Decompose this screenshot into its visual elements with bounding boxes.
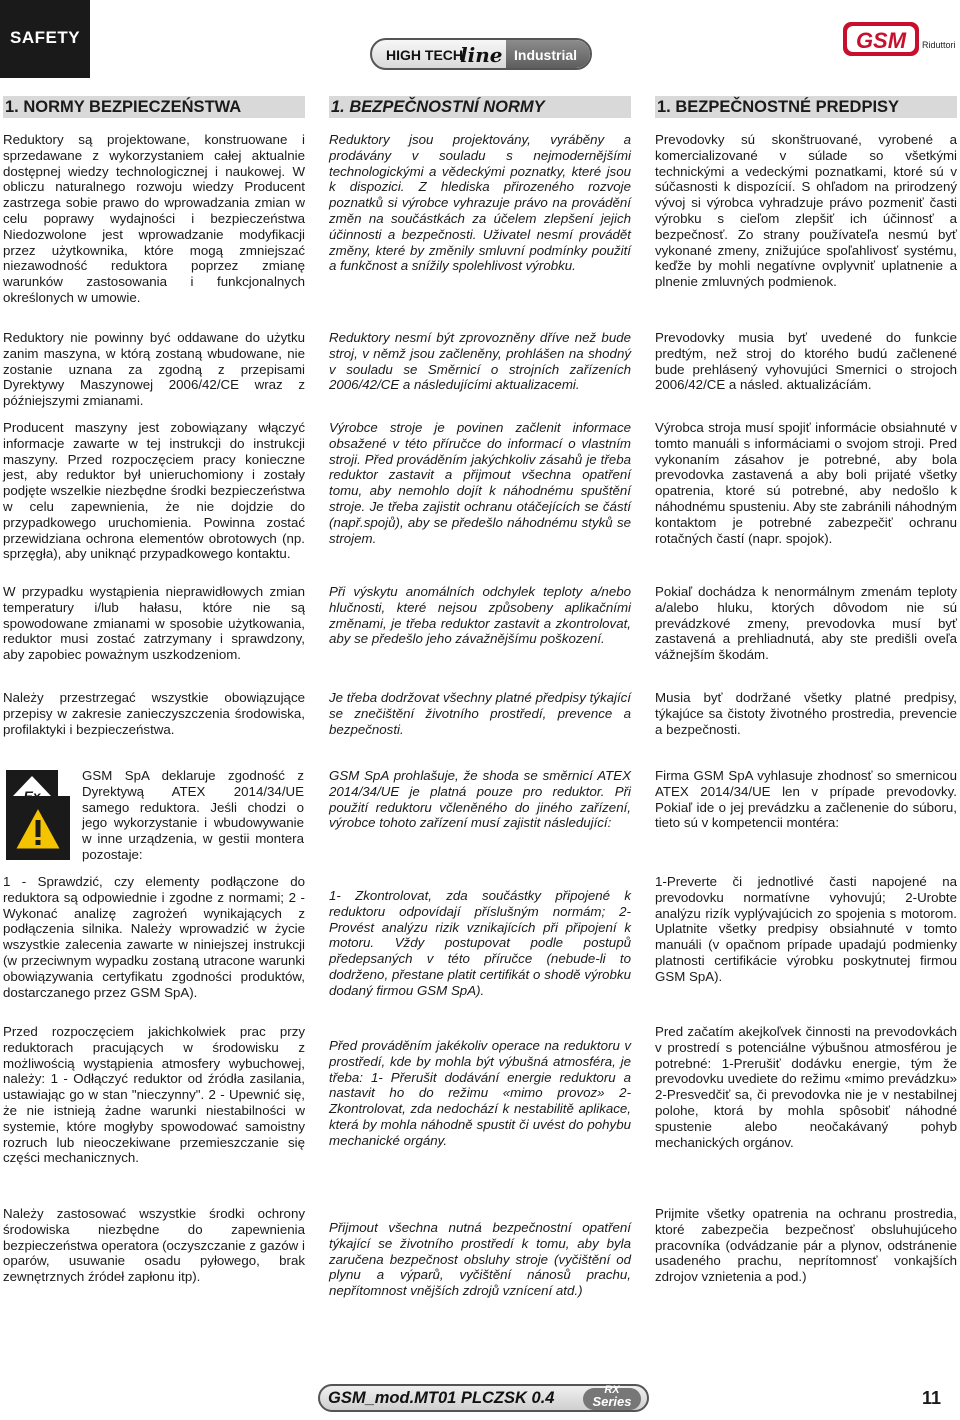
section-tab-label: SAFETY <box>10 28 81 47</box>
column-slovak <box>655 96 957 1285</box>
paragraph: GSM SpA deklaruje zgodność z Dyrektywą ATEX 2014/34/UE samego reduktora. Jeśli chodzi o jego wykorzystanie i wbudowywanie w inne urządzenia, w gestii montera pozostaje: <box>82 768 304 862</box>
paragraph: 1-Preverte či jednotlivé časti napojené na prevodovku normatívne vyhovujú; 2-Urobte analýzu rizík vyplývajúcich zo spojenia s motorom. Uplatnite všetky predpisy obsiahnuté v tomto manuáli (v opačnom prípade upadajú podmienky platnosti certifikácie výrobku poskytnutej firmou GSM SpA). <box>655 874 957 984</box>
paragraph: Pred začatím akejkoľvek činnosti na prevodovkách v prostredí s potenciálne výbušnou atmosférou je potrebné: 1-Prerušiť dodávku energie, tým že prevodovku uvediete do režimu «mimo prevádzku» 2-Presvedčiť sa, či prevodovka nie je v nestabilnej polohe, ktorá by mohla spôsobiť náhodné spustenie alebo neočakávaný pohyb mechanických orgánov. <box>655 1024 957 1150</box>
paragraph: Prijmite všetky opatrenia na ochranu prostredia, ktoré zabezpečia bezpečnosť obsluhujúceho pracovníka (odvádzanie pár a plynov, odstránenie usadeného prachu, neprítomnosť vonkajších zdrojov vznietenia a pod.) <box>655 1206 957 1285</box>
paragraph: Je třeba dodržovat všechny platné předpisy týkající se znečištění životního prostředí, prevence a bezpečnosti. <box>329 690 631 737</box>
paragraph: Producent maszyny jest zobowiązany włączyć informacje zawarte w tej instrukcji do instrukcji maszyny. Przed rozpoczęciem pracy konieczne jest, aby reduktor był unieruchomiony i zostały podjęte wszelkie niezbędne środki bezpieczeństwa w celu zapewnienia, że nie dojdzie do przypadkowego uruchomienia. Powinna zostać przewidziana ochrona elementów obrotowych (np. sprzęgła), aby uniknąć przypadkowego kontaktu. <box>3 420 305 562</box>
paragraph: Pokiaľ dochádza k nenormálnym zmenám teploty a/alebo hluku, ktorých dôvodom nie sú prevádzkové zmeny, prevodovka musí byť zastavená a prehliadnutá, aby ste predišli oveľa vážnejším škodám. <box>655 584 957 663</box>
paragraph: Reduktory nesmí být zprovozněny dříve než bude stroj, v němž jsou začleněny, prohlášen na shodný v souladu se Směrnicí o strojních zařízeních 2006/42/CE a následujícími aktualizacemi. <box>329 330 631 393</box>
column-heading: 1. BEZPEČNOSTNÍ NORMY <box>329 96 631 118</box>
column-polish <box>3 96 305 1285</box>
document-code-bar <box>318 1384 649 1412</box>
column-heading: 1. BEZPEČNOSTNÉ PREDPISY <box>655 96 957 118</box>
paragraph: Należy zastosować wszystkie środki ochrony środowiska niezbędne do zapewnienia bezpieczeństwa operatora (oczyszczanie z gazów i oparów, usuwanie osadu pyłowego, brak zewnętrznych źródeł zapłonu itp). <box>3 1206 305 1285</box>
brand-badge-script: line <box>460 43 503 67</box>
section-tab <box>0 0 90 78</box>
rx-series-badge <box>583 1384 641 1410</box>
warning-triangle-icon <box>6 796 70 860</box>
column-heading: 1. NORMY BEZPIECZEŃSTWA <box>3 96 305 118</box>
svg-text:GSM: GSM <box>855 28 907 53</box>
paragraph: Należy przestrzegać wszystkie obowiązujące przepisy w zakresie zanieczyszczenia środowiska, profilaktyki i bezpieczeństwa. <box>3 690 305 737</box>
paragraph: 1 - Sprawdzić, czy elementy podłączone do reduktora są odpowiednie i zgodne z normami; 2 - Wykonać analizę zagrożeń wynikających z podłączenia silnika. Należy wprowadzić w życie wszystkie zalecenia zawarte w niniejszej instrukcji (w przeciwnym wypadku zostaną utracone warunki obowiązywania certyfikatu zgodności produktów, dostarczanego przez GSM SpA). <box>3 874 305 1000</box>
paragraph: 1- Zkontrolovat, zda součástky připojené k reduktoru odpovídají příslušným normám; 2- Provést analýzu rizik vznikajících při připojení k motoru. Vždy postupovat podle postupů předepsaných v této příručce (nebude-li to dodrženo, přestane platit certifikát o shodě výrobku dodaný firmou GSM SpA). <box>329 888 631 998</box>
paragraph: Firma GSM SpA vyhlasuje zhodnosť so smernicou ATEX 2014/34/UE len v prípade prevodovky. Pokiaľ ide o jej prevádzku a začlenenie do súboru, tieto sú v kompetencii montéra: <box>655 768 957 831</box>
paragraph: Výrobca stroja musí spojiť informácie obsiahnuté v tomto manuáli s informáciami o svojom stroji. Pred vykonaním zásahov je potrebné, aby bola prevodovka zastavená a aby boli prijaté všetky opatrenia, ktoré sú potrebné, aby nedošlo k náhodnému spusteniu. Aby ste zabránili náhodným kontaktom je potrebné zabezpečiť ochranu rotačných častí (napr. spojok). <box>655 420 957 546</box>
paragraph: Před prováděním jakékoliv operace na reduktoru v prostředí, kde by mohla být výbušná atmosféra, je třeba: 1- Přerušit dodávání energie reduktoru a nastavit ho do režimu «mimo provoz» 2- Zkontrolovat, zda nedochází k nestabilitě aplikace, která by mohla náhodně spustit či uvést do pohybu mechanické orgány. <box>329 1038 631 1148</box>
brand-badge-left: HIGH TECH <box>386 47 463 63</box>
paragraph: Reduktory są projektowane, konstruowane i sprzedawane z wykorzystaniem całej aktualnie dostępnej wiedzy technologicznej i naukowej. W obliczu naturalnego rozwoju wiedzy Producent zastrzega sobie prawo do wprowadzania zmian w celu poprawy wydajności i bezpieczeństwa Niedozwolone jest wprowadzanie modyfikacji przez użytkownika, które mogą zmniejszać niezawodność reduktora poprzez zmianę warunków zastosowania i funkcjonalnych określonych w umowie. <box>3 132 305 305</box>
badge-top: RX <box>604 1384 620 1396</box>
brand-badge-right: Industrial <box>514 47 578 63</box>
gsm-logo <box>843 22 919 56</box>
brand-badge-right-panel <box>506 40 590 68</box>
paragraph: Prevodovky musia byť uvedené do funkcie predtým, než stroj do ktorého budú začlenené bude prehlásený vyhovujúci Smernici o strojoch 2006/42/CE a násled. aktualizácíám. <box>655 330 957 393</box>
brand-badge <box>370 38 592 70</box>
page-number: 11 <box>922 1388 942 1408</box>
logo-tagline: Riduttori <box>922 40 956 50</box>
paragraph: Musia byť dodržané všetky platné predpisy, týkajúce sa čistoty životného prostredia, prevencie a bezpečnosti. <box>655 690 957 737</box>
paragraph: W przypadku wystąpienia nieprawidłowych zmian temperatury i/lub hałasu, które nie są spowodowane zmianami w sposobie użytkowania, reduktor musi zostać zatrzymany i sprawdzony, aby zapobiec poważnym uszkodzeniom. <box>3 584 305 663</box>
paragraph: Przed rozpoczęciem jakichkolwiek prac przy reduktorach pracujących w środowisku z możliwością wystąpienia atmosfery wybuchowej, należy: 1 - Odłączyć reduktor od źródła zasilania, ustawiając go w stan "nieczynny". 2 - Upewnić się, że nie istnieją żadne warunki niestabilności w systemie, które mogłyby spowodować samoistny rozruch lub nieoczekiwane przemieszczanie się części mechanicznych. <box>3 1024 305 1166</box>
badge-bottom: Series <box>592 1394 632 1409</box>
paragraph: Při výskytu anomálních odchylek teploty a/nebo hlučnosti, které nejsou způsobeny aplikačními změnami, je třeba reduktor zastavit a zkontrolovat, aby se předešlo jeho závažnějšímu poškození. <box>329 584 631 647</box>
paragraph: Výrobce stroje je povinen začlenit informace obsažené v této příručce do informací o vlastním stroji. Před prováděním jakýchkoliv zásahů je třeba reduktor zastavit a přijmout všechna opatření tomu, aby nemohlo dojít k náhodnému spuštění stroje. Je třeba zajistit ochranu otáčejících se částí (např.spojů), aby se předešlo náhodnému styků se strojem. <box>329 420 631 546</box>
paragraph: GSM SpA prohlašuje, že shoda se směrnicí ATEX 2014/34/UE je platná pouze pro reduktor. Při použití reduktoru včleněného do jiného zařízení, výrobce tohoto zařízení musí zajistit následující: <box>329 768 631 831</box>
paragraph: Reduktory jsou projektovány, vyráběny a prodávány v souladu s nejmodernějšími technologickými a vědeckými poznatky, které jsou k dispozici. Z hlediska přirozeného rozvoje poznatků si výrobce vyhrazuje právo na provádění změn na součástkách za účelem zlepšení jejich účinnosti a bezpečnosti. Uživatel nesmí provádět změny, které by změnily smluvní podmínky použití a funkčnost a snížily spolehlivost výrobku. <box>329 132 631 274</box>
column-czech <box>329 96 631 1299</box>
paragraph: Přijmout všechna nutná bezpečnostní opatření týkající se životního prostředí k tomu, aby byla zaručena bezpečnost obsluhy stroje (vyčištění od plynu a výparů, vyčištění nánosů prachu, nepřítomnost vnějších zdrojů vznícení atd.) <box>329 1220 631 1299</box>
document-code: GSM_mod.MT01 PLCZSK 0.4 <box>328 1389 555 1407</box>
paragraph: Reduktory nie powinny być oddawane do użytku zanim maszyna, w którą zostaną wbudowane, nie zostanie uznana za zgodną z przepisami Dyrektywy Maszynowej 2006/42/CE wraz z późniejszymi zmianami. <box>3 330 305 409</box>
paragraph: Prevodovky sú skonštruované, vyrobené a komercializované v súlade so všetkými technickými a vedeckými poznatkami, ktoré sú v súčasnosti k dispozícií. S ohľadom na prirodzený vývoj si výrobca vyhradzuje právo pozmeniť časti výrobku s cieľom zlepšiť ich účinnosť a bezpečnosť. Zo strany používateľa nesmú byť vykonané zmeny, znižujúce spoľahlivosť systému, keďže by mohli negatívne ovplyvniť uplatnenie a plnenie zmluvných podmienok. <box>655 132 957 290</box>
